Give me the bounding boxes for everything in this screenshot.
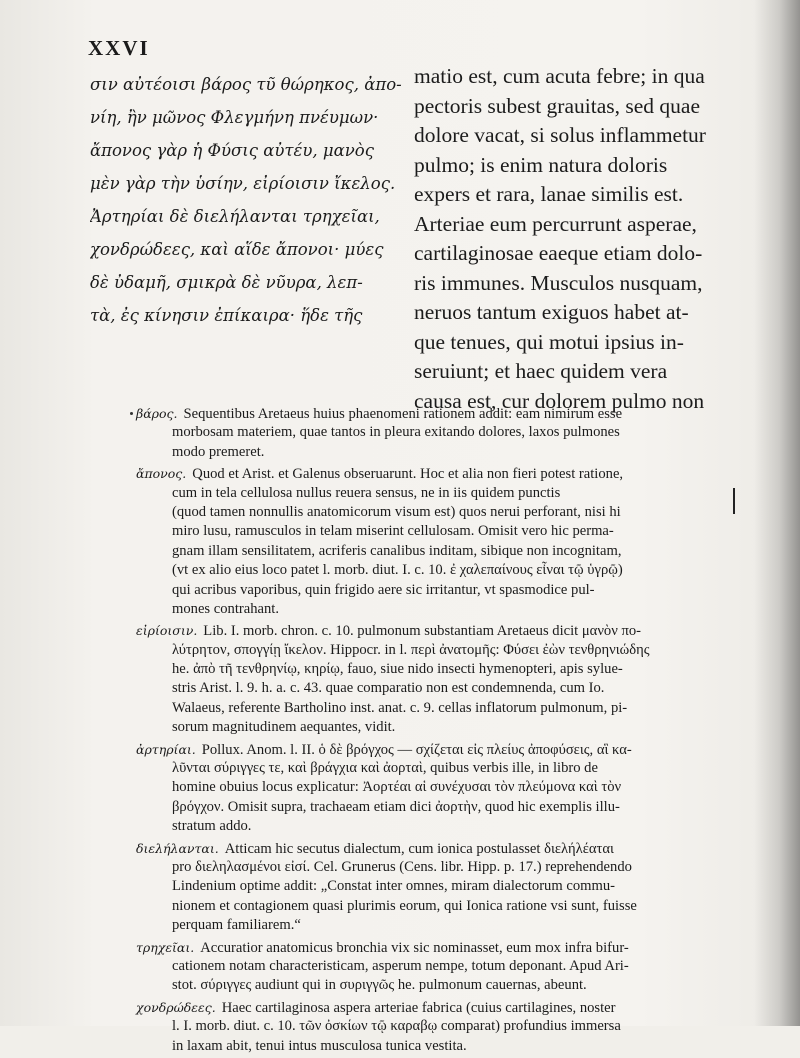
footnote-line xyxy=(100,839,750,858)
footnote-line: perquam familiarem.“ xyxy=(172,917,301,934)
footnote-text: Haec cartilaginosa aspera arteriae fabrica (cuius cartilagines, noster xyxy=(221,999,616,1016)
latin-line: causa est, cur dolorem pulmo non xyxy=(414,388,705,413)
footnote-line xyxy=(100,938,750,957)
footnote-line: morbosam materiem, quae tantos in pleura exitando dolores, laxos pulmones xyxy=(172,424,620,441)
greek-line: Ἀρτηρίαι δὲ διελήλανται τρηχεῖαι, xyxy=(90,207,380,226)
greek-line: δὲ ὐδαμῆ, σμικρὰ δὲ νῦυρα, λεπ- xyxy=(90,273,363,292)
footnote-lemma: βάρος. xyxy=(136,406,178,421)
footnote-line: he. ἀπὸ τῆ τενθρηνίῳ, κηρίῳ, fauo, siue nido insecti hymenopteri, apis sylue- xyxy=(172,661,623,678)
footnote-lemma: τρηχεῖαι. xyxy=(136,939,195,955)
footnote-line: l. I. morb. diut. c. 10. τῶν ὀσκίων τῷ καραβῳ comparat) profundius immersa xyxy=(172,1018,621,1035)
footnote-line xyxy=(100,621,750,640)
folio-number: XXVI xyxy=(88,36,150,60)
footnote-lemma: εἰρίοισιν. xyxy=(136,623,198,639)
latin-line: neruos tantum exiguos habet at- xyxy=(414,300,689,324)
footnote-line: in laxam abit, tenui intus musculosa tunica vestita. xyxy=(172,1037,467,1054)
page-spine-shadow xyxy=(754,0,800,1026)
footnote xyxy=(100,998,750,1056)
footnote-line xyxy=(100,404,750,423)
footnote-line: mones contrahant. xyxy=(172,600,279,617)
greek-line: μὲν γὰρ τὴν ὑσίην, εἰρίοισιν ἴκελος. xyxy=(90,174,396,193)
latin-line: seruiunt; et haec quidem vera xyxy=(414,359,668,383)
greek-line: σιν αὐτέοισι βάρος τῦ θώρηκος, ἀπο- xyxy=(90,75,402,94)
footnote-line xyxy=(100,998,750,1017)
footnote-lemma: ἀρτηρίαι. xyxy=(136,741,196,757)
footnote-text: Quod et Arist. et Galenus obseruarunt. Hoc et alia non fieri potest ratione, xyxy=(192,466,624,483)
footnote-line: stot. σύριγγες audiunt qui in συριγγῶς he. pulmonum cauernas, abeunt. xyxy=(172,977,587,994)
footnote-line: stratum addo. xyxy=(172,818,252,835)
latin-line: ris immunes. Musculos nusquam, xyxy=(414,270,703,295)
latin-line: pectoris subest grauitas, sed quae xyxy=(414,93,700,118)
footnote-line: cationem notam characteristicam, asperum nempe, totum deponant. Apud Ari- xyxy=(172,957,629,974)
latin-line: cartilaginosae eaeque etiam dolo- xyxy=(414,241,703,265)
footnote xyxy=(100,839,750,936)
footnote-line: λῦνται σύριγγες τε, καὶ βράγχια καὶ ἀορταὶ, quibus verbis ille, in libro de xyxy=(172,760,598,777)
footnote-line: nionem et contagionem quasi plurimis eorum, qui Ionica ratione vsi sunt, fuisse xyxy=(172,897,637,914)
footnote xyxy=(100,740,750,837)
footnote-line: gnam illam sensilitatem, acriferis canalibus inditam, sibique non incognitam, xyxy=(172,542,622,559)
footnote-text: Atticam hic secutus dialectum, cum ionica postulasset διελήλέαται xyxy=(224,840,614,857)
latin-line: expers et rara, lanae similis est. xyxy=(414,182,684,206)
footnote-text: Accuratior anatomicus bronchia vix sic nominasset, eum mox infra bifur- xyxy=(200,939,629,956)
latin-text-column xyxy=(414,62,742,416)
latin-line: dolore vacat, si solus inflammetur xyxy=(414,123,706,147)
footnote-line: (vt ex alio eius loco patet l. morb. diut. I. c. 10. ἐ χαλεπαίνους εἶναι τῷ ὑγρῷ) xyxy=(172,562,623,579)
greek-line: τὰ, ἐς κίνησιν ἐπίκαιρα· ἥδε τῆς xyxy=(90,306,363,325)
footnote-text: Lib. I. morb. chron. c. 10. pulmonum substantiam Aretaeus dicit μανὸν πο- xyxy=(203,623,641,640)
greek-text-column xyxy=(90,68,406,332)
footnote-line: homine obuius locus explicatur: Ἀορτέαι αἱ συνέχυσαι τὸν πλεύμονα καὶ τὸν xyxy=(172,779,622,796)
footnote-line xyxy=(100,740,750,759)
footnote-line: λύτρητον, σπογγίῃ ἴκελον. Hippocr. in l. περὶ ἀνατομῆς: Φύσει ἐὼν τενθρηνιώδης xyxy=(172,641,650,658)
footnote-text: Sequentibus Aretaeus huius phaenomeni rationem addit: eam nimirum esse xyxy=(183,406,623,422)
footnote-line xyxy=(100,464,750,483)
latin-line: Arteriae eum percurrunt asperae, xyxy=(414,211,697,236)
footnote xyxy=(100,464,750,619)
greek-line: χονδρώδεες, καὶ αἵδε ἄπονοι· μύες xyxy=(90,240,384,259)
footnote-line: βρόγχον. Omisit supra, trachaeam etiam dici ἀορτὴν, quod hic exemplis illu- xyxy=(172,798,620,815)
footnote-lemma: διελήλανται. xyxy=(136,840,219,856)
footnote-line: pro διεληλασμένοι εἰσί. Cel. Grunerus (Cens. libr. Hipp. p. 17.) reprehendendo xyxy=(172,858,632,875)
latin-line: pulmo; is enim natura doloris xyxy=(414,152,668,177)
footnote xyxy=(100,621,750,737)
footnote-text: Pollux. Anom. l. II. ὁ δὲ βρόγχος — σχίζεται εἰς πλείυς ἀποφύσεις, αἳ κα- xyxy=(201,741,632,758)
footnote-line: miro lusu, ramusculos in telam miserint cellulosam. Omisit vero hic perma- xyxy=(172,523,614,540)
footnote-line: Lindenium optime addit: „Constat inter omnes, miram dialectorum commu- xyxy=(172,878,615,895)
footnote xyxy=(100,404,750,462)
footnote-line: Walaeus, referente Bartholino inst. anat. c. 9. cellas inflatorum pulmonum, pi- xyxy=(172,699,628,716)
footnote xyxy=(100,938,750,996)
latin-line: matio est, cum acuta febre; in qua xyxy=(414,64,705,88)
footnote-lemma: ἄπονος. xyxy=(136,466,187,482)
footnote-line: modo premeret. xyxy=(172,443,265,460)
footnote-line: cum in tela cellulosa nullus reuera sensus, ne in iis quidem punctis xyxy=(172,484,561,501)
footnote-line: qui acribus vaporibus, quin frigido aere sic irritantur, vt spasmodice pul- xyxy=(172,581,595,598)
footnote-lemma: χονδρώδεες. xyxy=(136,999,216,1015)
greek-line: ἄπονος γὰρ ἡ Φύσις αὐτέυ, μανὸς xyxy=(90,141,374,160)
footnote-line: stris Arist. l. 9. h. a. c. 43. quae comparatio non est condemnenda, cum Io. xyxy=(172,680,605,697)
footnote-line: (quod tamen nonnullis anatomicorum visum est) quos nerui perforant, nisi hi xyxy=(172,503,621,520)
latin-line: que tenues, qui motui ipsius in- xyxy=(414,329,684,354)
footnote-line: sorum magnitudinem aequantes, vidit. xyxy=(172,719,396,736)
greek-line: νίη, ἢν μῶνος Φλεγμήνη πνέυμων· xyxy=(90,108,379,127)
footnotes xyxy=(100,404,750,1058)
